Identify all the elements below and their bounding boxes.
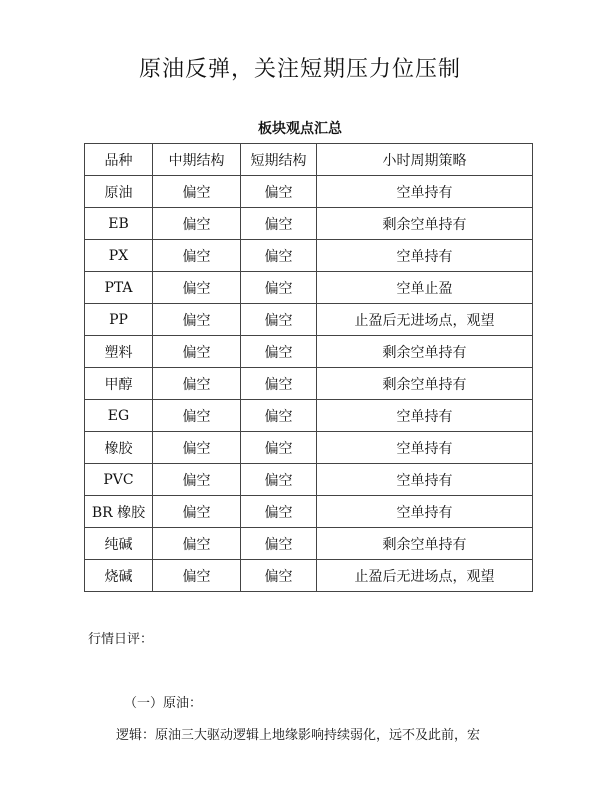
cell-medium-term: 偏空	[153, 240, 241, 272]
cell-strategy: 止盈后无进场点，观望	[317, 304, 533, 336]
table-row	[85, 496, 533, 528]
table-caption: 板块观点汇总	[258, 121, 342, 137]
table-row	[85, 432, 533, 464]
crude-oil-logic-paragraph: 逻辑：原油三大驱动逻辑上地缘影响持续弱化，远不及此前，宏	[116, 728, 481, 743]
cell-medium-term: 偏空	[153, 208, 241, 240]
cell-variety: PX	[85, 240, 153, 272]
header-hourly-strategy: 小时周期策略	[317, 144, 533, 176]
cell-short-term: 偏空	[241, 304, 317, 336]
cell-strategy: 剩余空单持有	[317, 336, 533, 368]
cell-variety: 纯碱	[85, 528, 153, 560]
cell-variety: EG	[85, 400, 153, 432]
table-row	[85, 400, 533, 432]
header-medium-term: 中期结构	[153, 144, 241, 176]
cell-short-term: 偏空	[241, 560, 317, 592]
cell-variety: 塑料	[85, 336, 153, 368]
table-row	[85, 528, 533, 560]
table-row	[85, 368, 533, 400]
header-variety: 品种	[85, 144, 153, 176]
market-comment-label: 行情日评：	[88, 632, 154, 647]
cell-variety: 原油	[85, 176, 153, 208]
cell-strategy: 空单持有	[317, 496, 533, 528]
cell-medium-term: 偏空	[153, 272, 241, 304]
cell-strategy: 剩余空单持有	[317, 528, 533, 560]
cell-medium-term: 偏空	[153, 336, 241, 368]
cell-medium-term: 偏空	[153, 400, 241, 432]
crude-oil-section-heading: （一）原油：	[124, 696, 203, 711]
table-row	[85, 336, 533, 368]
cell-medium-term: 偏空	[153, 304, 241, 336]
cell-variety: 橡胶	[85, 432, 153, 464]
table-row	[85, 304, 533, 336]
cell-short-term: 偏空	[241, 272, 317, 304]
cell-short-term: 偏空	[241, 336, 317, 368]
cell-medium-term: 偏空	[153, 496, 241, 528]
table-row	[85, 208, 533, 240]
table-row	[85, 240, 533, 272]
cell-strategy: 剩余空单持有	[317, 368, 533, 400]
table-row	[85, 272, 533, 304]
header-short-term: 短期结构	[241, 144, 317, 176]
cell-strategy: 空单持有	[317, 176, 533, 208]
cell-strategy: 止盈后无进场点，观望	[317, 560, 533, 592]
cell-variety: PTA	[85, 272, 153, 304]
cell-short-term: 偏空	[241, 496, 317, 528]
cell-short-term: 偏空	[241, 208, 317, 240]
cell-medium-term: 偏空	[153, 560, 241, 592]
cell-short-term: 偏空	[241, 240, 317, 272]
cell-strategy: 空单持有	[317, 432, 533, 464]
cell-variety: 烧碱	[85, 560, 153, 592]
table-header-row	[85, 144, 533, 176]
cell-variety: PVC	[85, 464, 153, 496]
table-row	[85, 464, 533, 496]
cell-variety: PP	[85, 304, 153, 336]
table-row	[85, 560, 533, 592]
cell-medium-term: 偏空	[153, 528, 241, 560]
document-title: 原油反弹，关注短期压力位压制	[138, 57, 461, 82]
cell-strategy: 空单持有	[317, 240, 533, 272]
table-row	[85, 176, 533, 208]
cell-strategy: 空单止盈	[317, 272, 533, 304]
cell-medium-term: 偏空	[153, 368, 241, 400]
cell-variety: BR 橡胶	[85, 496, 153, 528]
table-body	[85, 176, 533, 592]
cell-short-term: 偏空	[241, 368, 317, 400]
cell-strategy: 剩余空单持有	[317, 208, 533, 240]
cell-short-term: 偏空	[241, 432, 317, 464]
cell-medium-term: 偏空	[153, 464, 241, 496]
cell-short-term: 偏空	[241, 400, 317, 432]
cell-short-term: 偏空	[241, 176, 317, 208]
cell-variety: 甲醇	[85, 368, 153, 400]
cell-variety: EB	[85, 208, 153, 240]
cell-short-term: 偏空	[241, 464, 317, 496]
cell-medium-term: 偏空	[153, 176, 241, 208]
cell-strategy: 空单持有	[317, 464, 533, 496]
cell-short-term: 偏空	[241, 528, 317, 560]
cell-strategy: 空单持有	[317, 400, 533, 432]
sector-view-table	[84, 143, 533, 592]
cell-medium-term: 偏空	[153, 432, 241, 464]
